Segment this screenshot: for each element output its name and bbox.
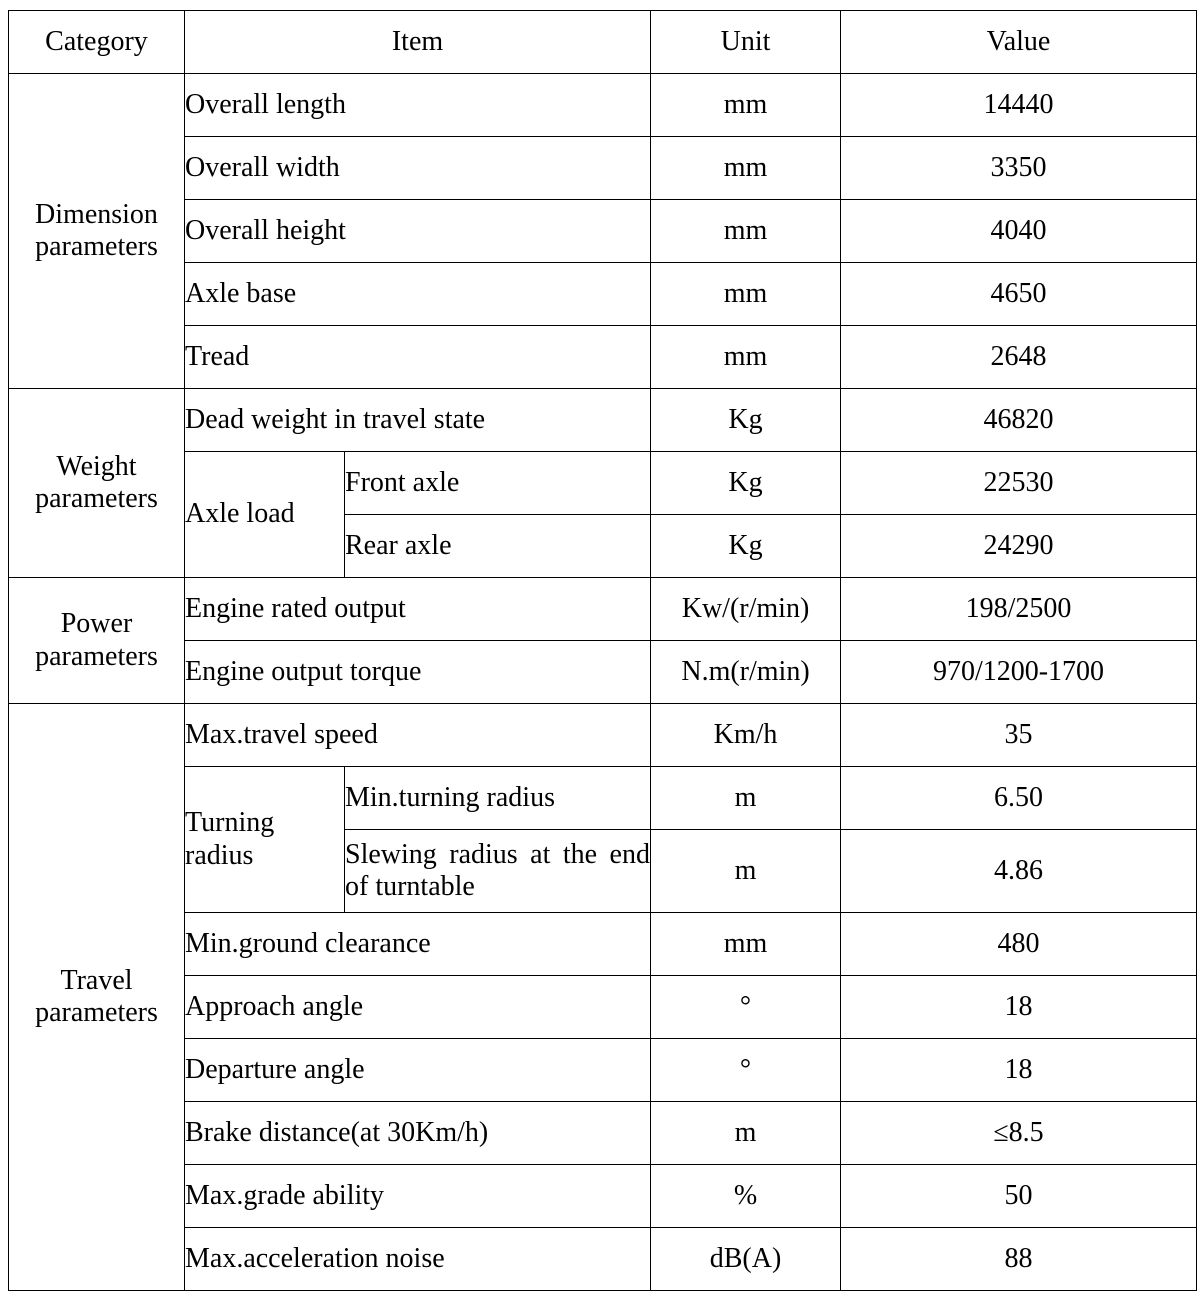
value-cell: 6.50 [841, 767, 1197, 830]
value-cell: 22530 [841, 452, 1197, 515]
category-dimension: Dimension parameters [9, 74, 185, 389]
specification-table [8, 10, 1197, 1291]
table-row [9, 74, 1197, 137]
item-cell: Engine rated output [185, 578, 651, 641]
value-cell: 24290 [841, 515, 1197, 578]
item-cell: Min.turning radius [345, 767, 651, 830]
value-cell: 970/1200-1700 [841, 641, 1197, 704]
unit-cell: Kg [651, 515, 841, 578]
value-cell: 4650 [841, 263, 1197, 326]
table-row [9, 578, 1197, 641]
table-row [9, 704, 1197, 767]
table-row [9, 389, 1197, 452]
item-cell: Max.travel speed [185, 704, 651, 767]
item-cell: Rear axle [345, 515, 651, 578]
table-row [9, 1165, 1197, 1228]
unit-cell: m [651, 767, 841, 830]
unit-cell: mm [651, 263, 841, 326]
item-cell: Departure angle [185, 1039, 651, 1102]
item-cell: Max.grade ability [185, 1165, 651, 1228]
table-row [9, 1102, 1197, 1165]
table-row [9, 137, 1197, 200]
unit-cell: mm [651, 74, 841, 137]
table-row [9, 767, 1197, 830]
value-cell: 480 [841, 913, 1197, 976]
item-cell: Slewing radius at the end of turntable [345, 830, 651, 913]
value-cell: 4040 [841, 200, 1197, 263]
unit-cell: Kg [651, 389, 841, 452]
value-cell: 4.86 [841, 830, 1197, 913]
unit-cell: N.m(r/min) [651, 641, 841, 704]
value-cell: 18 [841, 976, 1197, 1039]
unit-cell: Kw/(r/min) [651, 578, 841, 641]
item-cell: Min.ground clearance [185, 913, 651, 976]
header-value: Value [841, 11, 1197, 74]
unit-cell: Km/h [651, 704, 841, 767]
item-cell: Tread [185, 326, 651, 389]
value-cell: 18 [841, 1039, 1197, 1102]
unit-cell: Kg [651, 452, 841, 515]
item-cell: Approach angle [185, 976, 651, 1039]
item-cell: Max.acceleration noise [185, 1228, 651, 1291]
category-power: Power parameters [9, 578, 185, 704]
value-cell: 88 [841, 1228, 1197, 1291]
header-category: Category [9, 11, 185, 74]
table-row [9, 976, 1197, 1039]
unit-cell: mm [651, 913, 841, 976]
value-cell: 198/2500 [841, 578, 1197, 641]
unit-cell: mm [651, 137, 841, 200]
header-unit: Unit [651, 11, 841, 74]
value-cell: 35 [841, 704, 1197, 767]
value-cell: 50 [841, 1165, 1197, 1228]
unit-cell: m [651, 830, 841, 913]
unit-cell: % [651, 1165, 841, 1228]
value-cell: 3350 [841, 137, 1197, 200]
category-weight: Weight parameters [9, 389, 185, 578]
table-row [9, 452, 1197, 515]
table-row [9, 200, 1197, 263]
item-cell: Overall height [185, 200, 651, 263]
category-travel: Travel parameters [9, 704, 185, 1291]
unit-cell: dB(A) [651, 1228, 841, 1291]
item-cell: Brake distance(at 30Km/h) [185, 1102, 651, 1165]
table-row [9, 1039, 1197, 1102]
table-row [9, 263, 1197, 326]
table-row [9, 1228, 1197, 1291]
item-cell: Front axle [345, 452, 651, 515]
table-row [9, 641, 1197, 704]
value-cell: 46820 [841, 389, 1197, 452]
unit-cell: m [651, 1102, 841, 1165]
unit-cell: ° [651, 976, 841, 1039]
value-cell: 2648 [841, 326, 1197, 389]
item-cell: Overall width [185, 137, 651, 200]
value-cell: 14440 [841, 74, 1197, 137]
value-cell: ≤8.5 [841, 1102, 1197, 1165]
unit-cell: mm [651, 200, 841, 263]
item-cell: Dead weight in travel state [185, 389, 651, 452]
subgroup-turning-radius: Turning radius [185, 767, 345, 913]
item-cell: Engine output torque [185, 641, 651, 704]
table-row [9, 913, 1197, 976]
unit-cell: mm [651, 326, 841, 389]
table-row [9, 326, 1197, 389]
unit-cell: ° [651, 1039, 841, 1102]
subgroup-axle-load: Axle load [185, 452, 345, 578]
header-row [9, 11, 1197, 74]
item-cell: Axle base [185, 263, 651, 326]
header-item: Item [185, 11, 651, 74]
item-cell: Overall length [185, 74, 651, 137]
